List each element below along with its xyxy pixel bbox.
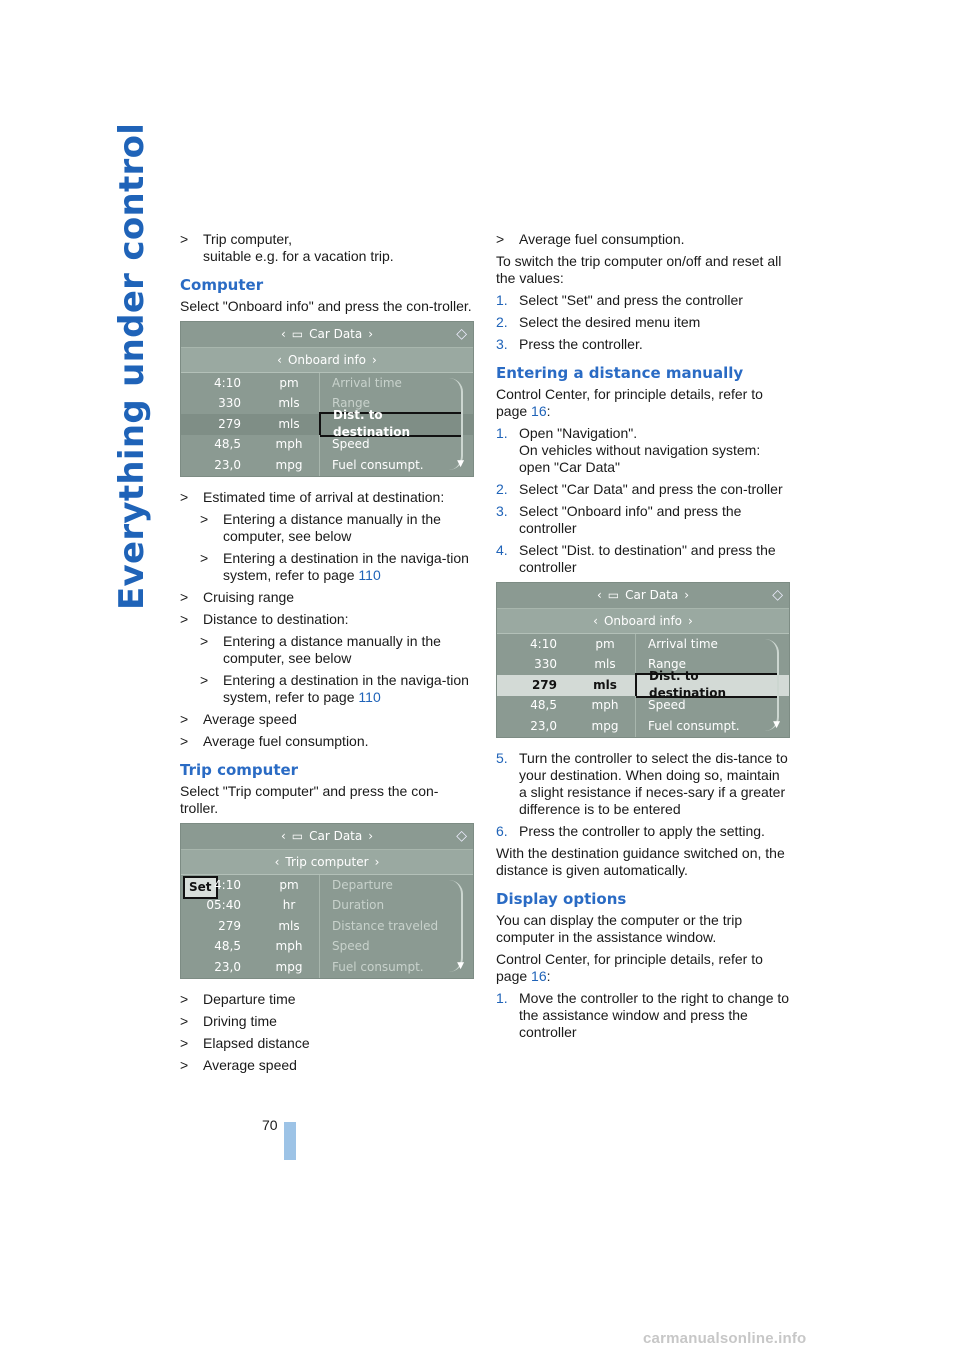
step-text: Move the controller to the right to change to the assistance window and press the controller [519,990,790,1040]
row-label: Speed [319,937,473,958]
bullet: > Driving time [180,1013,277,1029]
page-number: 70 [262,1117,278,1133]
step-text: Select "Set" and press the controller [519,292,743,308]
down-arrow-icon: ▼ [457,961,464,971]
row-unit: pm [279,375,299,390]
bullet-text: Entering a distance manually in the computer, see below [223,511,441,544]
row-value: 48,5 [214,437,241,452]
row-label: Dist. to destination [319,412,463,437]
right-column [496,231,790,1046]
paragraph-text: Control Center, for principle details, refer to page [496,951,763,984]
left-column [180,231,472,1079]
step: 2. Select "Car Data" and press the con-troller [496,481,783,497]
onboard-info-screen [180,321,474,477]
step-text: Press the controller. [519,336,643,352]
step-text: Press the controller to apply the setting. [519,823,765,839]
row-unit: mph [275,939,303,954]
row-label: Arrival time [319,373,473,394]
row-value: 23,0 [214,457,241,472]
bullet: > Average fuel consumption. [180,733,369,749]
row-value: 05:40 [206,898,241,913]
heading-distance-manually: Entering a distance manually [496,364,744,382]
page-link[interactable]: 110 [358,567,381,583]
step-text: Turn the controller to select the dis-tance to your destination. When doing so, maintain a slight resistance if neces-sary if a greater difference is to be entered [519,750,788,817]
bullet-trip-computer: > Trip computer, suitable e.g. for a vacation trip. [180,231,394,264]
step: 1. Select "Set" and press the controller [496,292,743,308]
row-unit: mpg [275,457,303,472]
row-unit: mls [278,396,300,411]
bullet-text: Cruising range [203,589,295,605]
screen-header-text: Car Data [625,588,679,602]
row-unit: pm [279,877,299,892]
sub-bullet: > Entering a distance manually in the computer, see below [200,511,441,544]
bullet-text: Departure time [203,991,296,1007]
screen-row [181,916,473,937]
bullet-text: Distance to destination: [203,611,349,627]
row-value: 23,0 [530,718,557,733]
row-unit: mls [278,416,300,431]
screen-row-selected [181,408,473,440]
row-value: 48,5 [530,698,557,713]
screen-header-text: Car Data [309,327,363,341]
row-unit: mph [275,437,303,452]
bullet-text: Estimated time of arrival at destination: [203,489,445,505]
page-link[interactable]: 16 [531,968,547,984]
step: 1. Move the controller to the right to change to the assistance window and press the controller [496,990,790,1040]
screen-row [497,716,789,737]
computer-icon: ▭ [607,588,620,602]
row-value: 48,5 [214,939,241,954]
step: 6. Press the controller to apply the setting. [496,823,765,839]
sub-bullet: > Entering a destination in the naviga-tion system, refer to page 110 [200,550,469,583]
bullet-text: Trip computer, [203,231,292,247]
paragraph: Select "Onboard info" and press the con-troller. [180,298,472,314]
screen-row [181,875,473,896]
screen-header: ‹ ▭ Car Data › [181,824,473,850]
bullet: > Average fuel consumption. [496,231,685,247]
row-unit: mph [591,698,619,713]
screen-subheader-text: Trip computer [285,854,369,869]
bullet: > Distance to destination: [180,611,349,627]
row-unit: mls [278,918,300,933]
screen-subheader: ‹ Onboard info › [497,609,789,634]
diamond-arrows-icon: ◇ [456,828,467,844]
row-unit: mls [594,657,616,672]
page-tab-bar [284,1122,296,1160]
diamond-arrows-icon: ◇ [772,587,783,603]
heading-computer: Computer [180,276,264,294]
row-label: Fuel consumpt. [319,957,473,978]
heading-trip-computer: Trip computer [180,761,299,779]
screen-row [497,696,789,717]
row-label: Range [319,394,473,415]
row-label: Fuel consumpt. [635,716,789,737]
row-value: 4:10 [530,636,557,651]
step: 2. Select the desired menu item [496,314,701,330]
row-label: Duration [319,896,473,917]
screen-row [181,957,473,978]
step: 4. Select "Dist. to destination" and press the controller [496,542,776,575]
row-value: 330 [534,657,557,672]
bullet-text: Average speed [203,711,297,727]
paragraph: You can display the computer or the trip computer in the assistance window. [496,912,743,945]
step: 1. Open "Navigation". On vehicles without navigation system: open "Car Data" [496,425,761,475]
row-unit: mpg [591,718,619,733]
trip-computer-screen [180,823,474,979]
bullet: > Elapsed distance [180,1035,310,1051]
row-value: 23,0 [214,959,241,974]
step-text: Select "Dist. to destination" and press the controller [519,542,776,575]
row-value: 279 [218,918,241,933]
row-value: 4:10 [214,375,241,390]
screen-row [497,634,789,655]
step-text: Select "Onboard info" and press the controller [519,503,742,536]
row-label: Fuel consumpt. [319,455,473,476]
step-text: Select "Car Data" and press the con-troller [519,481,783,497]
row-label: Distance traveled [319,916,473,937]
bullet-text: Entering a distance manually in the computer, see below [223,633,441,666]
computer-icon: ▭ [291,829,304,843]
paragraph: Control Center, for principle details, refer to page 16: [496,386,763,419]
step-text: On vehicles without navigation system: open "Car Data" [519,442,761,475]
bullet-text: Average fuel consumption. [519,231,685,247]
bullet-text: Entering a destination in the naviga-tion system, refer to page [223,672,469,705]
bullet: > Cruising range [180,589,295,605]
diamond-arrows-icon: ◇ [456,326,467,342]
step: 3. Press the controller. [496,336,643,352]
screen-row [181,373,473,394]
step: 5. Turn the controller to select the dis-tance to your destination. When doing so, maintain a slight resistance if neces-sary if a greater difference is to be entered [496,750,788,817]
screen-row [181,455,473,476]
dist-destination-screen [496,582,790,738]
row-unit: mpg [275,959,303,974]
page-link[interactable]: 110 [358,689,381,705]
row-unit: pm [595,636,615,651]
row-label: Dist. to destination [635,673,779,698]
step-text: Select the desired menu item [519,314,701,330]
screen-subheader: ‹ Trip computer › [181,850,473,875]
bullet-text: Average fuel consumption. [203,733,369,749]
paragraph: With the destination guidance switched on, the distance is given automatically. [496,845,785,878]
screen-row [181,937,473,958]
screen-subheader-text: Onboard info [603,613,683,628]
row-label: Speed [635,696,789,717]
row-label: Departure [319,875,473,896]
screen-header: ‹ ▭ Car Data › [497,583,789,609]
bullet-text: Elapsed distance [203,1035,310,1051]
bullet-text: Entering a destination in the naviga-tion system, refer to page [223,550,469,583]
step: 3. Select "Onboard info" and press the controller [496,503,742,536]
sub-bullet: > Entering a destination in the naviga-tion system, refer to page 110 [200,672,469,705]
step-text: Open "Navigation". [519,425,638,441]
row-value: 279 [218,416,241,431]
screen-subheader: ‹ Onboard info › [181,348,473,373]
row-value: 330 [218,396,241,411]
screen-header-text: Car Data [309,829,363,843]
paragraph: Select "Trip computer" and press the con-troller. [180,783,439,816]
bullet: > Average speed [180,1057,297,1073]
bullet-text: Average speed [203,1057,297,1073]
paragraph: Control Center, for principle details, refer to page 16: [496,951,763,984]
bullet: > Departure time [180,991,296,1007]
footer-watermark: carmanualsonline.info [643,1330,807,1347]
bullet: > Average speed [180,711,297,727]
row-label: Speed [319,435,473,456]
screen-subheader-text: Onboard info [287,352,367,367]
paragraph: To switch the trip computer on/off and reset all the values: [496,253,782,286]
screen-row [181,896,473,917]
row-unit: mls [593,677,617,692]
heading-display-options: Display options [496,890,627,908]
sub-bullet: > Entering a distance manually in the computer, see below [200,633,441,666]
row-label: Range [635,655,789,676]
down-arrow-icon: ▼ [457,459,464,469]
paragraph-text: Control Center, for principle details, refer to page [496,386,763,419]
row-label: Arrival time [635,634,789,655]
chapter-title: Everything under control [112,122,152,610]
screen-header: ‹ ▭ Car Data › [181,322,473,348]
page-link[interactable]: 16 [531,403,547,419]
bullet-text: suitable e.g. for a vacation trip. [203,248,394,264]
row-value: 4:10 [214,877,241,892]
bullet-text: Driving time [203,1013,277,1029]
computer-icon: ▭ [291,327,304,341]
set-button: Set [183,876,218,899]
row-unit: hr [282,898,296,913]
row-value: 279 [531,677,557,692]
screen-row-selected [497,669,789,701]
bullet: > Estimated time of arrival at destination: [180,489,445,505]
down-arrow-icon: ▼ [773,720,780,730]
screen-row [181,435,473,456]
